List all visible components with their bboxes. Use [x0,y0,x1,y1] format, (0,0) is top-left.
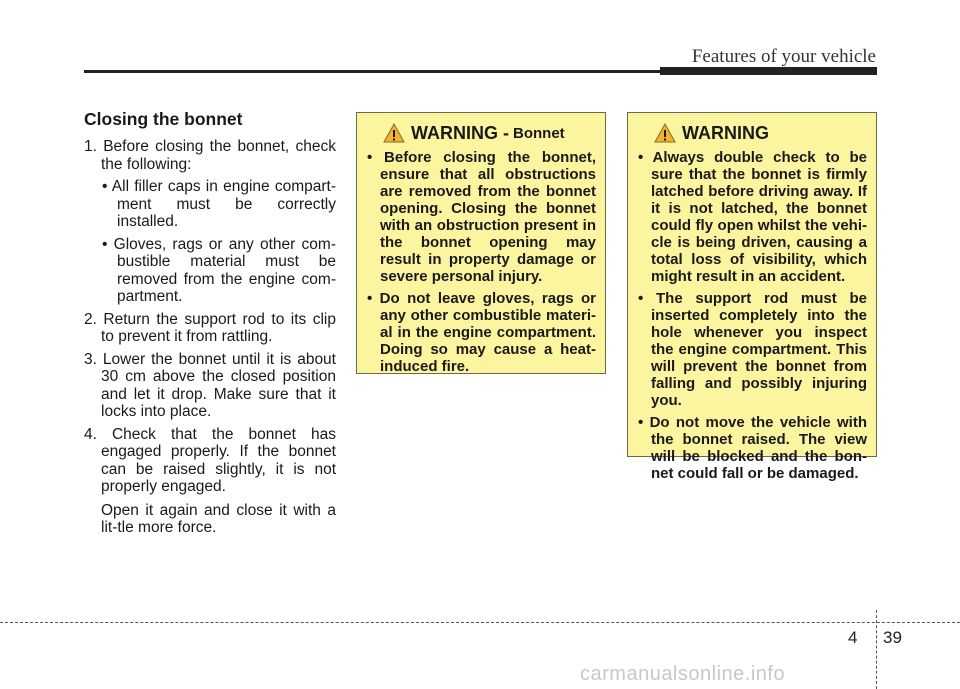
warning-box-bonnet [356,112,606,374]
warning-item: • The support rod must be inserted completely into the hole whenever you inspect the engine compartment. This will prevent the bonnet from falling and possibly injuring you. [638,290,867,409]
page-divider [876,610,878,689]
warning-header [636,123,867,143]
step-3: 3. Lower the bonnet until it is about 30 cm above the closed position and let it drop. Make sure that it locks into place. [84,350,336,420]
warning-header [365,123,596,143]
header-rule [84,70,662,73]
step-4-note: Open it again and close it with a lit-tle more force. [101,501,336,536]
warning-item: • Do not move the vehicle with the bonnet raised. The view will be blocked and the bon-net could fall or be damaged. [638,414,867,482]
warning-item: • Do not leave gloves, rags or any other combustible materi-al in the engine compartment. Doing so may cause a heat-induced fire. [367,290,596,375]
header-rule-thick [660,67,877,75]
warning-subject: Bonnet [513,124,565,142]
warning-box-general [627,112,877,482]
warning-triangle-icon [383,123,405,143]
warning-item: • Before closing the bonnet, ensure that all obstructions are removed from the bonnet opening. Closing the bonnet with an obstruction present in the bonnet opening may result in property damage or severe personal injury. [367,149,596,285]
chapter-number: 4 [848,628,858,647]
step-4: 4. Check that the bonnet has engaged properly. If the bonnet can be raised slightly, it is not properly engaged. [84,425,336,495]
warning-triangle-icon [654,123,676,143]
closing-bonnet-section [84,108,336,537]
step-1-bullet-1: • All filler caps in engine compart-ment must be correctly installed. [102,178,336,230]
step-2: 2. Return the support rod to its clip to prevent it from rattling. [84,310,336,345]
page-number: 39 [883,628,902,647]
watermark: carmanualsonline.info [580,663,786,685]
header-title: Features of your vehicle [691,46,876,67]
footer-rule [0,622,960,623]
warning-label: WARNING - [411,122,509,143]
warning-item: • Always double check to be sure that the bonnet is firmly latched before driving away. If it is not latched, the bonnet could fly open whilst the vehi-cle is being driven, causing a total loss of visibility, which might result in an accident. [638,149,867,285]
section-title: Closing the bonnet [84,109,243,129]
step-1-bullet-2: • Gloves, rags or any other com-bustible material must be removed from the engine com-partment. [102,235,336,305]
warning-label: WARNING [682,122,769,143]
step-1: 1. Before closing the bonnet, check the following: [84,138,336,173]
